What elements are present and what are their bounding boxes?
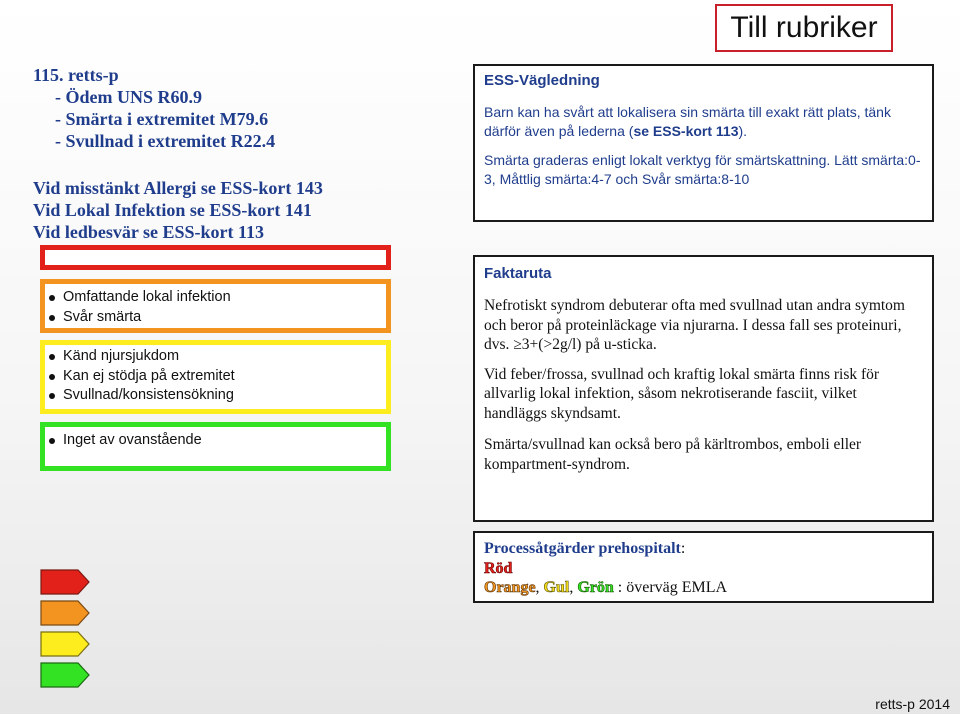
- code-line: - Smärta i extremitet M79.6: [55, 109, 269, 129]
- arrow-green-icon: [40, 662, 90, 688]
- arrow-yellow-icon: [40, 631, 90, 657]
- reference-infection[interactable]: Vid Lokal Infektion se ESS-kort 141: [33, 200, 312, 220]
- process-green-label: Grön: [577, 579, 614, 596]
- code-line: - Svullnad i extremitet R22.4: [55, 131, 276, 151]
- ess-guidance-text-2: Smärta graderas enligt lokalt verktyg för smärtskattning. Lätt smärta:0-3, Måttlig smärta:4-7 och Svår smärta:8-10: [484, 152, 921, 187]
- card-header: 115. retts-p: [33, 65, 119, 85]
- process-other-line: Orange, Gul, Grön : överväg EMLA: [484, 579, 728, 596]
- ess-guidance-heading: ESS-Vägledning: [484, 72, 600, 89]
- process-red-label: Röd: [484, 559, 513, 577]
- triage-criterion: Omfattande lokal infektion: [45, 288, 386, 308]
- triage-orange-box: [40, 279, 391, 333]
- ess-guidance-text-1: Barn kan ha svårt att lokalisera sin smärta till exakt rätt plats, tänk därför även på lederna (se ESS-kort 113).: [484, 104, 891, 139]
- triage-criterion: Svullnad/konsistensökning: [45, 386, 386, 406]
- fact-text-1: Nefrotiskt syndrom debuterar ofta med svullnad utan andra symtom och beror på proteinläckage via njurarna. I dessa fall ses proteinuri, dvs. ≥3+(>2g/l) på u-sticka.: [484, 297, 905, 353]
- reference-allergy[interactable]: Vid misstänkt Allergi se ESS-kort 143: [33, 178, 323, 198]
- ess-card-reference[interactable]: se ESS-kort 113: [633, 122, 739, 139]
- code-line: - Ödem UNS R60.9: [55, 87, 202, 107]
- fact-text-2: Vid feber/frossa, svullnad och kraftig lokal smärta finns risk för allvarlig lokal infektion, såsom nekrotiserande fasciit, vilket handläggs skyndsamt.: [484, 365, 880, 422]
- process-red-line: [484, 559, 923, 579]
- ess-guidance-box: [473, 64, 934, 222]
- arrow-red-icon: [40, 569, 90, 595]
- fact-box: [473, 255, 934, 522]
- diagnosis-codes: [33, 64, 275, 152]
- fact-box-heading: Faktaruta: [484, 265, 552, 282]
- process-heading-line: Processåtgärder prehospitalt:: [484, 540, 686, 557]
- triage-red-box: [40, 245, 391, 270]
- process-heading: Processåtgärder prehospitalt: [484, 540, 681, 557]
- process-orange-label: Orange: [484, 579, 536, 596]
- footer-label: retts-p 2014: [875, 696, 950, 712]
- triage-criterion: Inget av ovanstående: [45, 431, 386, 451]
- reference-joint[interactable]: Vid ledbesvär se ESS-kort 113: [33, 222, 265, 242]
- triage-yellow-box: [40, 340, 391, 414]
- arrow-orange-icon: [40, 600, 90, 626]
- triage-criterion: Kan ej stödja på extremitet: [45, 367, 386, 387]
- till-rubriker-button[interactable]: Till rubriker: [715, 4, 893, 52]
- process-box: [473, 531, 934, 603]
- process-yellow-label: Gul: [543, 579, 570, 596]
- triage-criterion: Svår smärta: [45, 308, 386, 328]
- process-green-action: : överväg EMLA: [613, 579, 728, 596]
- reference-links: [33, 177, 323, 243]
- triage-green-box: [40, 422, 391, 471]
- fact-text-3: Smärta/svullnad kan också bero på kärltrombos, emboli eller kompartment-syndrom.: [484, 436, 862, 473]
- triage-criterion: Känd njursjukdom: [45, 347, 386, 367]
